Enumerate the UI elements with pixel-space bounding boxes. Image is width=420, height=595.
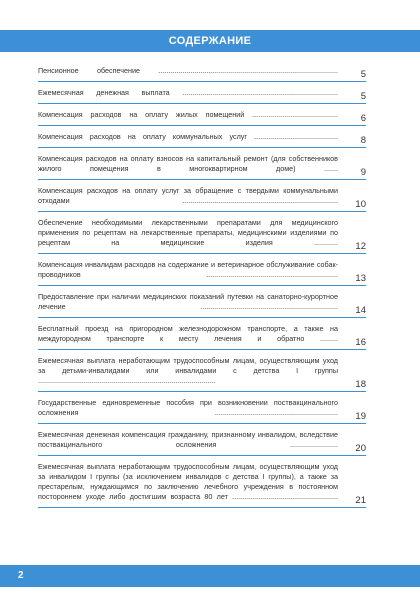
toc-entry[interactable] [38, 88, 366, 102]
divider [38, 253, 366, 254]
toc-entry-title: Ежемесячная денежная выплата .............................................................................. [38, 88, 338, 97]
toc-entry-page: 16 [355, 337, 366, 348]
toc-entry-title: Обеспечение необходимыми лекарственными препаратами для медицинского применения по рецептам на лекарственные препараты, медицинскими изделиями по рецептам на медицинские изделия ............ [38, 218, 338, 247]
toc-entry-title: Ежемесячная денежная компенсация гражданину, признанному инвалидом, вследствие поствакцинального осложнения ........................ [38, 430, 338, 449]
toc-entry[interactable] [38, 218, 366, 252]
toc-entry-page: 21 [355, 495, 366, 506]
divider [38, 179, 366, 180]
page-title: СОДЕРЖАНИЕ [168, 35, 252, 47]
toc-entry-page: 20 [355, 443, 366, 454]
toc-entry-page: 5 [360, 69, 366, 80]
toc-entry-page: 12 [355, 241, 366, 252]
toc-entry-page: 19 [355, 411, 366, 422]
divider [38, 125, 366, 126]
divider [38, 285, 366, 286]
toc-entry-title: Компенсация расходов на оплату коммунальных услуг .......................................... [38, 132, 338, 141]
toc-entry[interactable] [38, 260, 366, 284]
toc-entry-title: Бесплатный проезд на пригородном железнодорожном транспорте, а также на междугородном транспорте к месту лечения и обратно ......... [38, 324, 338, 343]
divider [38, 211, 366, 212]
toc-entry-title: Компенсация расходов на оплату взносов на капитальный ремонт (для собственников жилого помещения в многоквартирном доме) ....... [38, 154, 338, 173]
toc-entry-page: 8 [360, 135, 366, 146]
toc-entry-page: 18 [355, 379, 366, 390]
toc-entry[interactable] [38, 398, 366, 422]
header-band [0, 30, 420, 52]
toc-entry[interactable] [38, 430, 366, 454]
toc-entry-page: 14 [355, 305, 366, 316]
toc-entry-page: 9 [360, 167, 366, 178]
divider [38, 317, 366, 318]
table-of-contents [38, 66, 366, 514]
toc-entry-title: Ежемесячная выплата неработающим трудоспособным лицам, осуществляющим уход за инвалидом I группы (за исключением инвалидов с детства I группы), а также за престарелым, нуждающимся по заключению лечебного учреждения в постоянном постороннем уходе либо достигшим возраста 80 лет ..................................................... [38, 462, 338, 501]
footer-band [0, 565, 420, 587]
toc-entry-title: Предоставление при наличии медицинских показаний путевки на санаторно-курортное лечение ..................................................................... [38, 292, 338, 311]
divider [38, 147, 366, 148]
toc-entry-title: Ежемесячная выплата неработающим трудоспособным лицам, осуществляющим уход за детьми-инвалидами или инвалидами с детства I группы ......................................................................................... [38, 356, 338, 385]
page-number: 2 [18, 570, 24, 581]
toc-entry-title: Пенсионное обеспечение .......................................................................................... [38, 66, 338, 75]
toc-entry-title: Компенсация расходов на оплату услуг за обращение с твердыми коммунальными отходами .............................................................................. [38, 186, 338, 205]
toc-entry[interactable] [38, 356, 366, 390]
toc-entry-title: Государственные единовременные пособия при возникновении поствакцинального осложнения .............................................................. [38, 398, 338, 417]
toc-entry[interactable] [38, 324, 366, 348]
toc-entry-page: 10 [355, 199, 366, 210]
toc-entry-page: 6 [360, 113, 366, 124]
toc-entry-title: Компенсация расходов на оплату жилых помещений ........................................... [38, 110, 338, 119]
divider [38, 391, 366, 392]
toc-entry-page: 5 [360, 91, 366, 102]
divider [38, 455, 366, 456]
toc-entry[interactable] [38, 186, 366, 210]
divider [38, 423, 366, 424]
divider [38, 81, 366, 82]
toc-entry-title: Компенсация инвалидам расходов на содержание и ветеринарное обслуживание собак-проводников .................................................................. [38, 260, 338, 279]
divider [38, 103, 366, 104]
toc-entry-page: 13 [355, 273, 366, 284]
toc-entry[interactable] [38, 154, 366, 178]
toc-entry[interactable] [38, 292, 366, 316]
toc-entry[interactable] [38, 132, 366, 146]
toc-entry[interactable] [38, 66, 366, 80]
divider [38, 507, 366, 508]
toc-entry[interactable] [38, 110, 366, 124]
toc-entry[interactable] [38, 462, 366, 506]
divider [38, 349, 366, 350]
